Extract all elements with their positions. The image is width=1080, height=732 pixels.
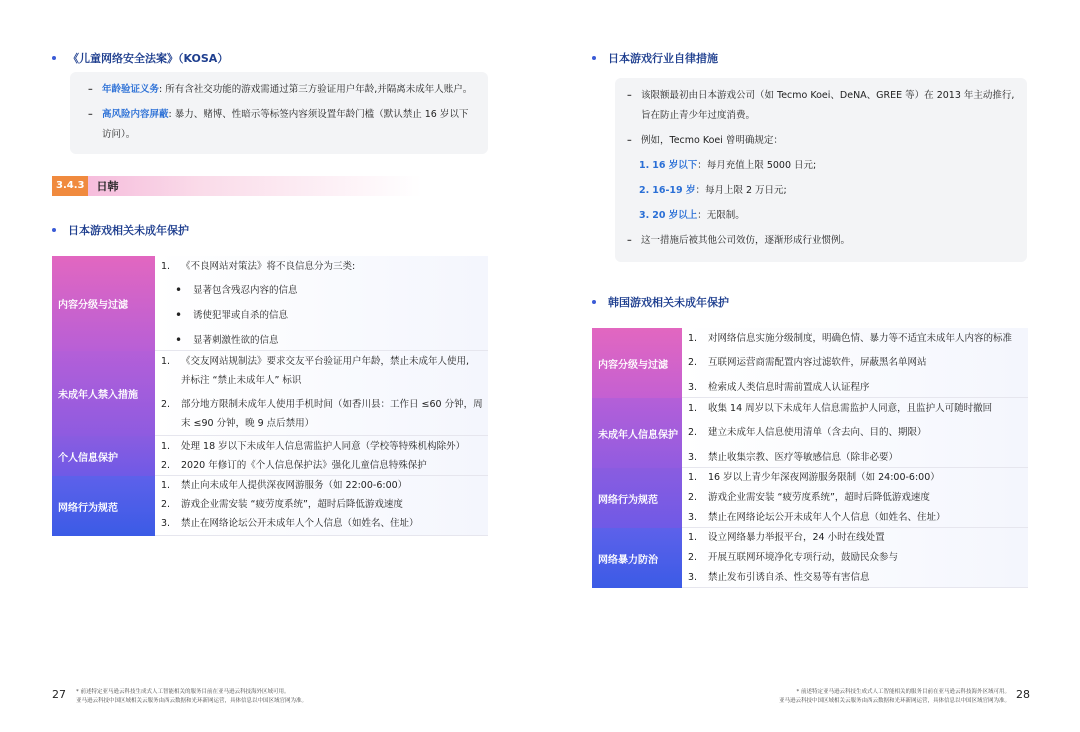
row-label: 个人信息保护 (52, 436, 155, 476)
kosa-box (70, 72, 488, 154)
row-label: 内容分级与过滤 (52, 256, 155, 351)
page-number: 28 (1016, 688, 1030, 701)
section-number: 3.4.3 (52, 176, 88, 196)
row-body: 1. 禁止向未成年人提供深夜网游服务（如 22:00-6:00） 2. 游戏企业需安装 “疲劳度系统”，超时后降低游戏速度 3. 禁止在网络论坛公开未成年人个人信息（如姓名、住址） (155, 476, 488, 536)
row-body: 1. 《不良网站对策法》将不良信息分为三类: • 显著包含残忍内容的信息 • 诱使犯罪或自杀的信息 • 显著刺激性欲的信息 (155, 256, 488, 351)
footnote: * 前述特定亚马逊云科技生成式人工智能相关的服务目前在亚马逊云科技海外区域可用。 亚马逊云科技中国区域相关云服务由西云数据和光环新网运营，具体信息以中国区域官网为准。 (778, 689, 1010, 704)
row-label: 未成年人信息保护 (592, 398, 682, 468)
row-body: 1. 《交友网站规制法》要求交友平台验证用户年龄，禁止未成年人使用, 并标注 “禁止未成年人” 标识 2. 部分地方限制未成年人使用手机时间（如香川县：工作日 ≤60 分钟，周 末 ≤90 分钟，晚 9 点后禁用） (155, 351, 488, 436)
self-reg-box: – 该限额最初由日本游戏公司（如 Tecmo Koei、DeNA、GREE 等）在 2013 年主动推行, 旨在防止青少年过度消费。 – 例如，Tecmo Koei 曾明确规定： 1. 16 岁以下：每月充值上限 5000 日元; 2. 16-19 岁：每月上限 2 万日元; 3. 20 岁以上：无限制。 – 这一措施后被其他公司效仿，逐渐形成行业惯例。 (615, 78, 1027, 262)
section-bar (52, 176, 422, 196)
kosa-item-2-cont: 访问）。 (102, 129, 136, 140)
korea-table (592, 328, 1028, 588)
right-page (540, 0, 1080, 732)
table-row (592, 468, 1028, 528)
table-row (52, 476, 488, 536)
bullet-dot (52, 56, 56, 60)
rule-2: 2. 16-19 岁：每月上限 2 万日元; (639, 185, 787, 196)
table-row (52, 436, 488, 476)
rule-1: 1. 16 岁以下：每月充值上限 5000 日元; (639, 160, 817, 171)
table-row (52, 351, 488, 436)
row-label: 网络行为规范 (592, 468, 682, 528)
rule-3: 3. 20 岁以上：无限制。 (639, 210, 745, 221)
row-label: 网络行为规范 (52, 476, 155, 536)
row-body: 1. 收集 14 周岁以下未成年人信息需监护人同意，且监护人可随时撤回 2. 建立未成年人信息使用清单（含去向、目的、期限） 3. 禁止收集宗教、医疗等敏感信息（除非必要） (682, 398, 1028, 468)
kosa-heading: 《儿童网络安全法案》（KOSA） (52, 50, 228, 66)
row-label: 网络暴力防治 (592, 528, 682, 588)
korea-heading: 韩国游戏相关未成年保护 (592, 294, 729, 310)
row-label: 未成年人禁入措施 (52, 351, 155, 436)
footnote: * 前述特定亚马逊云科技生成式人工智能相关的服务目前在亚马逊云科技海外区域可用。 亚马逊云科技中国区域相关云服务由西云数据和光环新网运营，具体信息以中国区域官网为准。 (76, 689, 308, 704)
row-body: 1. 处理 18 岁以下未成年人信息需监护人同意（学校等特殊机构除外） 2. 2020 年修订的《个人信息保护法》强化儿童信息特殊保护 (155, 436, 488, 476)
row-body: 1. 对网络信息实施分级制度，明确色情、暴力等不适宜未成年人内容的标准 2. 互联网运营商需配置内容过滤软件，屏蔽黑名单网站 3. 检索成人类信息时需前置成人认证程序 (682, 328, 1028, 398)
row-body: 1. 设立网络暴力举报平台，24 小时在线处置 2. 开展互联网环境净化专项行动，鼓励民众参与 3. 禁止发布引诱自杀、性交易等有害信息 (682, 528, 1028, 588)
table-row (52, 256, 488, 351)
table-row (592, 528, 1028, 588)
row-body: 1. 16 岁以上青少年深夜网游服务限制（如 24:00-6:00） 2. 游戏企业需安装 “疲劳度系统”，超时后降低游戏速度 3. 禁止在网络论坛公开未成年人个人信息（如姓名、住址） (682, 468, 1028, 528)
kosa-item-1: – 年龄验证义务: 所有含社交功能的游戏需通过第三方验证用户年龄,并隔离未成年人账户。 (88, 84, 473, 95)
japan-heading: 日本游戏相关未成年保护 (52, 222, 189, 238)
bullet-dot (52, 228, 56, 232)
self-reg-heading: 日本游戏行业自律措施 (592, 50, 718, 66)
table-row (592, 398, 1028, 468)
row-label: 内容分级与过滤 (592, 328, 682, 398)
section-title: 日韩 (96, 180, 119, 193)
bullet-dot (592, 56, 596, 60)
page-number: 27 (52, 688, 66, 701)
table-row (592, 328, 1028, 398)
bullet-dot (592, 300, 596, 304)
kosa-item-2: – 高风险内容屏蔽: 暴力、赌博、性暗示等标签内容须设置年龄门槛（默认禁止 16 岁以下 (88, 109, 469, 120)
japan-table (52, 256, 488, 536)
